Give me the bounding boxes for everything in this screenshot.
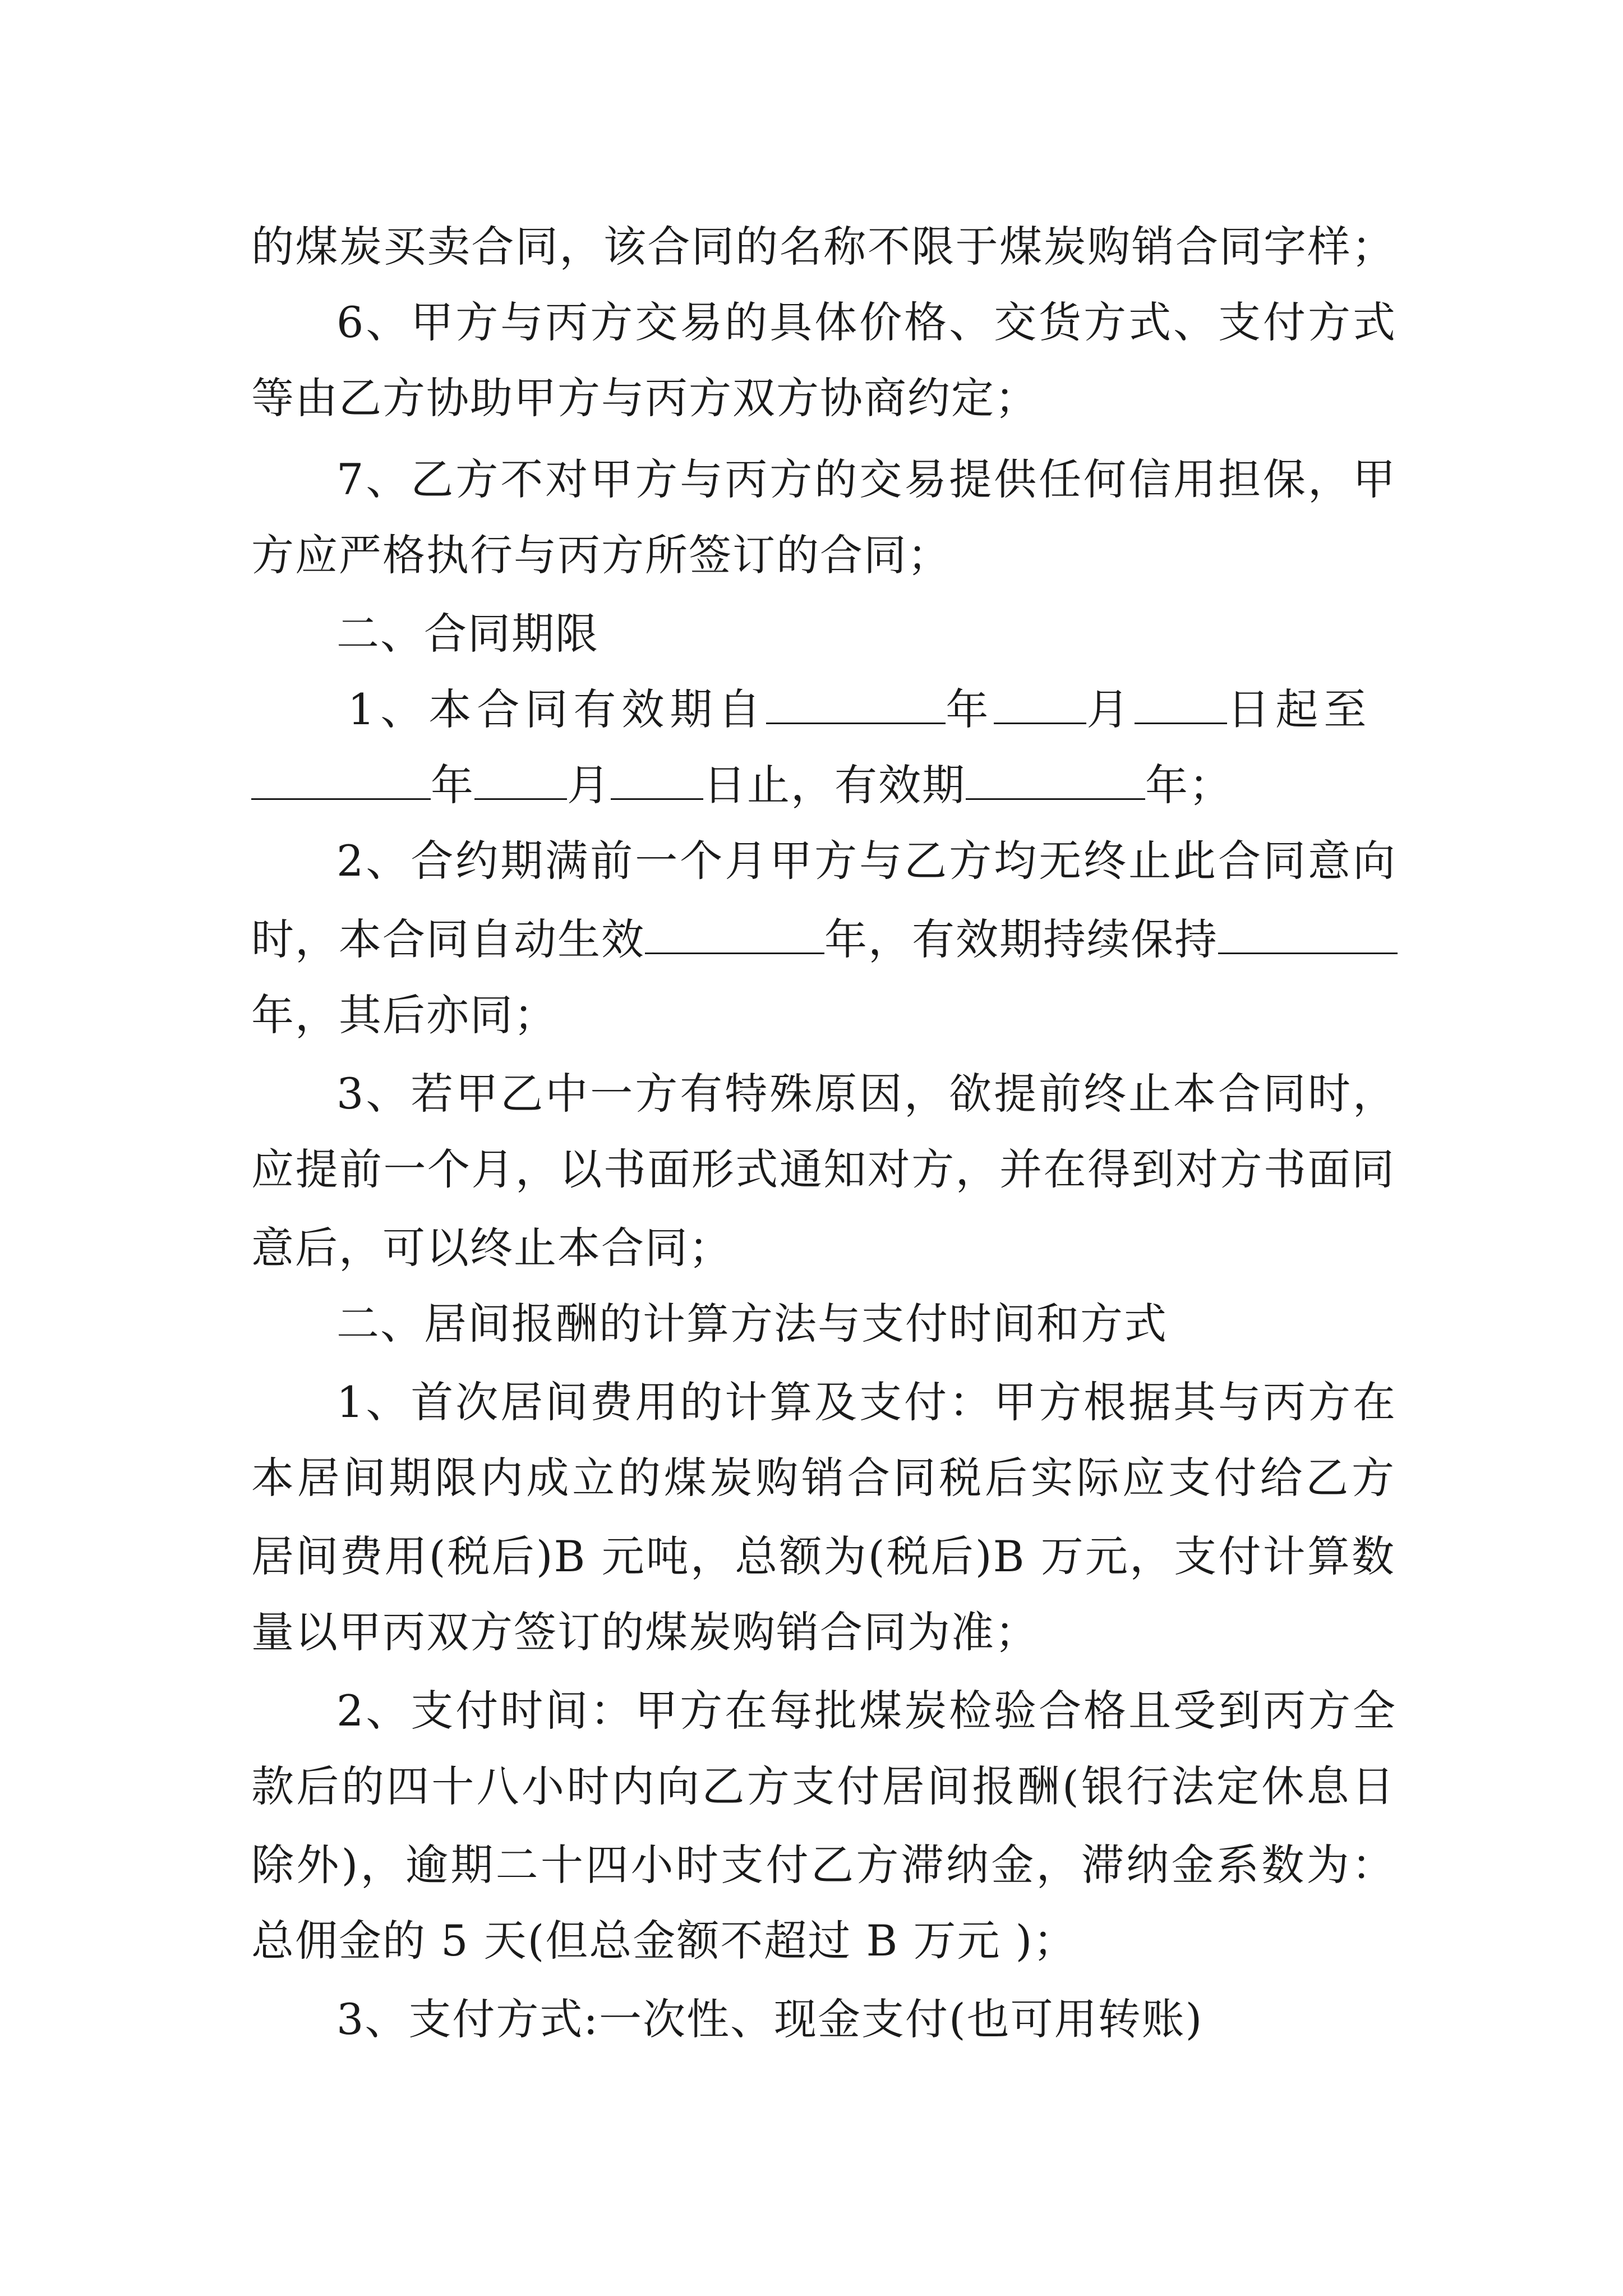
line-text: 除外)，逾期二十四小时支付乙方滞纳金，滞纳金系数为： bbox=[251, 1840, 1395, 1890]
heading-text: 二、居间报酬的计算方法与支付时间和方式 bbox=[336, 1299, 1168, 1349]
text-line bbox=[251, 210, 1395, 283]
text-line bbox=[251, 1133, 1395, 1206]
text-line bbox=[348, 673, 1396, 746]
line-text: 总佣金的 5 天(但总金额不超过 B 万元 )； bbox=[251, 1916, 1077, 1966]
text-line bbox=[251, 1829, 1395, 1902]
line-text: 月 bbox=[567, 760, 611, 810]
line-text: 日止，有效期 bbox=[703, 760, 966, 810]
text-line bbox=[336, 1674, 1396, 1747]
text-line bbox=[251, 1442, 1395, 1515]
fill-blank bbox=[474, 761, 567, 800]
line-text: 的煤炭买卖合同，该合同的名称不限于煤炭购销合同字样； bbox=[251, 222, 1395, 272]
line-text: 7、乙方不对甲方与丙方的交易提供任何信用担保，甲 bbox=[336, 454, 1396, 504]
line-text: 应提前一个月，以书面形式通知对方，并在得到对方书面同 bbox=[251, 1144, 1395, 1194]
line-text: 6、甲方与丙方交易的具体价格、交货方式、支付方式 bbox=[336, 297, 1396, 347]
line-text: 2、合约期满前一个月甲方与乙方均无终止此合同意向 bbox=[336, 836, 1396, 886]
line-text: 年； bbox=[1145, 760, 1233, 810]
line-text: 时，本合同自动生效 bbox=[251, 914, 645, 964]
line-text: 等由乙方协助甲方与丙方双方协商约定； bbox=[251, 373, 1039, 423]
line-text: 意后，可以终止本合同； bbox=[251, 1223, 732, 1273]
fill-blank bbox=[1218, 915, 1398, 954]
text-line bbox=[336, 286, 1396, 359]
line-text: 1、本合同有效期自 bbox=[348, 684, 767, 734]
line-text: 年，其后亦同； bbox=[251, 990, 557, 1040]
line-text: 3、若甲乙中一方有特殊原因，欲提前终止本合同时， bbox=[336, 1069, 1396, 1119]
text-line bbox=[251, 749, 1395, 822]
section-heading bbox=[336, 1287, 1396, 1360]
line-text: 日起至 bbox=[1227, 684, 1372, 734]
line-text: 2、支付时间：甲方在每批煤炭检验合格且受到丙方全 bbox=[336, 1686, 1396, 1736]
text-line bbox=[251, 1596, 1395, 1669]
fill-blank bbox=[966, 761, 1145, 800]
line-text: 年 bbox=[431, 760, 474, 810]
fill-blank bbox=[251, 761, 431, 800]
line-text: 款后的四十八小时内向乙方支付居间报酬(银行法定休息日 bbox=[251, 1761, 1395, 1811]
fill-blank bbox=[994, 685, 1086, 724]
text-line bbox=[336, 1366, 1396, 1439]
text-line bbox=[336, 1983, 1396, 2056]
line-text: 量以甲丙双方签订的煤炭购销合同为准； bbox=[251, 1607, 1039, 1657]
text-line bbox=[251, 362, 1395, 435]
text-line bbox=[336, 443, 1396, 516]
line-text: 年，有效期持续保持 bbox=[824, 914, 1218, 964]
text-line bbox=[251, 1520, 1395, 1593]
text-line bbox=[251, 903, 1395, 976]
line-text: 方应严格执行与丙方所签订的合同； bbox=[251, 530, 951, 580]
line-text: 居间费用(税后)B 元吨，总额为(税后)B 万元，支付计算数 bbox=[251, 1531, 1395, 1581]
line-text: 年 bbox=[946, 684, 994, 734]
line-text: 月 bbox=[1086, 684, 1135, 734]
text-line bbox=[251, 979, 1395, 1052]
text-line bbox=[336, 825, 1396, 898]
fill-blank bbox=[1135, 685, 1227, 724]
section-heading bbox=[336, 597, 1396, 670]
heading-text: 二、合同期限 bbox=[336, 609, 599, 659]
fill-blank bbox=[645, 915, 824, 954]
text-line bbox=[251, 1212, 1395, 1285]
line-text: 1、首次居间费用的计算及支付：甲方根据其与丙方在 bbox=[336, 1377, 1396, 1427]
text-line bbox=[251, 519, 1395, 592]
line-text: 3、支付方式:一次性、现金支付(也可用转账) bbox=[336, 1994, 1204, 2044]
text-line bbox=[336, 1057, 1396, 1130]
text-line bbox=[251, 1904, 1395, 1977]
text-line bbox=[251, 1750, 1395, 1823]
fill-blank bbox=[611, 761, 703, 800]
line-text: 本居间期限内成立的煤炭购销合同税后实际应支付给乙方 bbox=[251, 1453, 1395, 1503]
fill-blank bbox=[766, 685, 946, 724]
